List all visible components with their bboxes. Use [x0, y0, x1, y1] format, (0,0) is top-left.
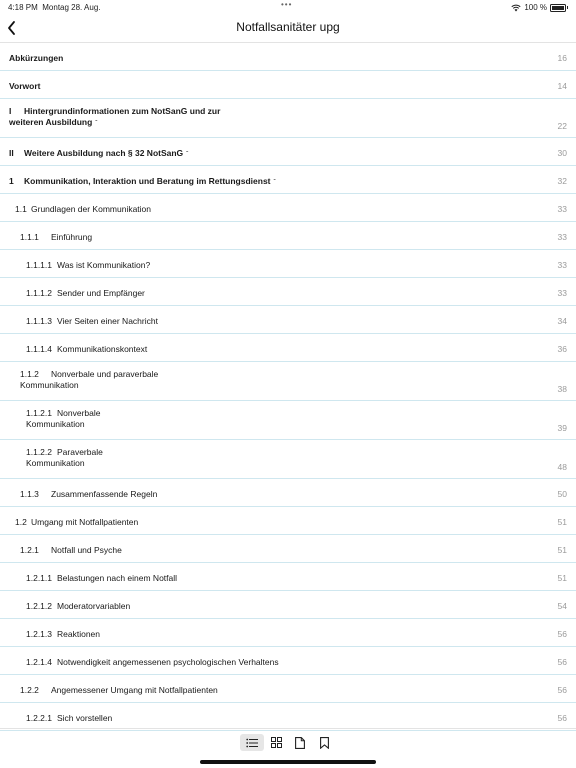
- status-right: [511, 3, 568, 12]
- toc-page-number: 16: [557, 53, 567, 63]
- toc-entry-label: [26, 657, 279, 668]
- toc-entry-number: 1.2.2: [20, 685, 39, 695]
- toc-row[interactable]: [0, 71, 576, 99]
- toc-entry-number: 1.2.1.4: [26, 657, 52, 667]
- toc-entry-label: [9, 53, 63, 64]
- toc-page-number: 54: [557, 601, 567, 611]
- toc-entry-title: Paraverbale Kommunikation: [26, 447, 103, 468]
- toc-row[interactable]: [0, 334, 576, 362]
- bottom-toolbar: [240, 734, 336, 751]
- toc-entry-label: [26, 447, 103, 469]
- toc-entry-label: [26, 408, 100, 430]
- toc-row[interactable]: [0, 619, 576, 647]
- toc-entry-number: II: [9, 148, 14, 158]
- toc-entry-number: 1.2.2.1: [26, 713, 52, 723]
- toc-entry-number: 1.2: [15, 517, 27, 527]
- toc-entry-title: Nonverbale und paraverbale Kommunikation: [20, 369, 159, 390]
- toc-row[interactable]: [0, 278, 576, 306]
- toc-entry-title: Sender und Empfänger: [57, 288, 145, 298]
- status-time-date: [8, 3, 101, 12]
- toc-entry-label: [26, 288, 145, 299]
- toc-page-number: 32: [557, 176, 567, 186]
- toc-entry-number: 1.1.1.4: [26, 344, 52, 354]
- wifi-icon: [511, 4, 521, 12]
- toc-page-number: 51: [557, 545, 567, 555]
- toc-entry-title: Was ist Kommunikation?: [57, 260, 151, 270]
- toc-entry-title: Reaktionen: [57, 629, 101, 639]
- toc-entry-title: Vier Seiten einer Nachricht: [57, 316, 158, 326]
- toc-entry-title: Notfall und Psyche: [51, 545, 122, 555]
- toc-row[interactable]: [0, 166, 576, 194]
- toc-entry-title: Belastungen nach einem Notfall: [57, 573, 178, 583]
- home-indicator: [200, 760, 376, 764]
- chevron-down-icon[interactable]: ˇ: [95, 121, 98, 127]
- toc-entry-title: Grundlagen der Kommunikation: [31, 204, 152, 214]
- toc-entry-number: 1: [9, 176, 14, 186]
- toc-entry-number: 1.1: [15, 204, 27, 214]
- status-time: 4:18 PM: [8, 3, 38, 12]
- toc-row[interactable]: [0, 362, 576, 401]
- toc-entry-title: Nonverbale Kommunikation: [26, 408, 101, 429]
- toc-entry-title: Zusammenfassende Regeln: [51, 489, 158, 499]
- toc-entry-number: 1.1.1: [20, 232, 39, 242]
- grid-icon: [271, 737, 282, 748]
- toc-entry-label: [20, 489, 157, 500]
- toc-entry-title: Weitere Ausbildung nach § 32 NotSanG: [24, 148, 184, 158]
- toc-page-number: 33: [557, 232, 567, 242]
- toc-entry-number: 1.1.1.2: [26, 288, 52, 298]
- toc-page-number: 48: [557, 462, 567, 472]
- toc-entry-label: [26, 713, 112, 724]
- toc-entry-number: 1.1.2: [20, 369, 39, 379]
- toc-row[interactable]: [0, 99, 576, 138]
- multitask-dots-icon[interactable]: •••: [281, 0, 293, 9]
- toc-view-button[interactable]: [240, 734, 264, 751]
- toc-page-number: 36: [557, 344, 567, 354]
- toc-row[interactable]: [0, 401, 576, 440]
- list-icon: [246, 738, 258, 748]
- toc-page-number: 33: [557, 288, 567, 298]
- toc-entry-label: [15, 517, 138, 528]
- toc-entry-label: [26, 629, 100, 640]
- toc-entry-number: 1.2.1.2: [26, 601, 52, 611]
- toc-entry-number: 1.2.1.3: [26, 629, 52, 639]
- toc-entry-label: [26, 316, 158, 327]
- toc-page-number: 50: [557, 489, 567, 499]
- toc-row[interactable]: [0, 507, 576, 535]
- toc-entry-label: [15, 204, 151, 215]
- status-bar: [0, 0, 576, 14]
- toc-page-number: 22: [557, 121, 567, 131]
- toc-entry-title: Sich vorstellen: [57, 713, 113, 723]
- toc-row[interactable]: [0, 479, 576, 507]
- toc-page-number: 56: [557, 713, 567, 723]
- page-title: Notfallsanitäter upg: [236, 20, 340, 34]
- toc-page-number: 56: [557, 685, 567, 695]
- toc-entry-label: [26, 260, 150, 271]
- navigation-bar: [0, 14, 576, 43]
- toc-entry-title: Kommunikation, Interaktion und Beratung im Rettungsdienst: [24, 176, 271, 186]
- toc-entry-title: Moderatorvariablen: [57, 601, 131, 611]
- toc-entry-number: I: [9, 106, 12, 116]
- chevron-down-icon[interactable]: ˇ: [273, 180, 276, 186]
- toc-row[interactable]: [0, 675, 576, 703]
- toc-row[interactable]: [0, 703, 576, 731]
- toc-entry-title: Hintergrundinformationen zum NotSanG und zur weiteren Ausbildung: [9, 106, 221, 127]
- toc-entry-label: [26, 601, 130, 612]
- toc-page-number: 34: [557, 316, 567, 326]
- toc-entry-label: [9, 106, 220, 130]
- toc-entry-number: 1.1.1.1: [26, 260, 52, 270]
- toc-entry-number: 1.1.3: [20, 489, 39, 499]
- toc-row[interactable]: [0, 194, 576, 222]
- toc-entry-label: [20, 232, 92, 243]
- toc-page-number: 51: [557, 517, 567, 527]
- toc-page-number: 56: [557, 629, 567, 639]
- toc-row[interactable]: [0, 440, 576, 479]
- toc-row[interactable]: [0, 647, 576, 675]
- toc-page-number: 56: [557, 657, 567, 667]
- toc-entry-label: [20, 369, 158, 391]
- table-of-contents: [0, 43, 576, 731]
- toc-entry-label: [9, 81, 40, 92]
- toc-page-number: 14: [557, 81, 567, 91]
- page-icon: [295, 737, 305, 749]
- toc-entry-label: [26, 573, 177, 584]
- battery-icon: [550, 4, 566, 12]
- status-date: Montag 28. Aug.: [42, 3, 101, 12]
- toc-row[interactable]: [0, 535, 576, 563]
- toc-row[interactable]: [0, 43, 576, 71]
- toc-entry-title: Einführung: [51, 232, 93, 242]
- toc-entry-title: Kommunikationskontext: [57, 344, 148, 354]
- toc-page-number: 30: [557, 148, 567, 158]
- toc-entry-number: 1.1.2.2: [26, 447, 52, 457]
- toc-entry-label: [26, 344, 147, 355]
- toc-entry-title: Abkürzungen: [9, 53, 64, 63]
- toc-row[interactable]: [0, 222, 576, 250]
- toc-page-number: 33: [557, 204, 567, 214]
- toc-row[interactable]: [0, 250, 576, 278]
- toc-entry-label: [9, 148, 188, 161]
- toc-entry-number: 1.1.1.3: [26, 316, 52, 326]
- toc-page-number: 38: [557, 384, 567, 394]
- toc-row[interactable]: [0, 563, 576, 591]
- toc-entry-number: 1.2.1: [20, 545, 39, 555]
- toc-entry-title: Notwendigkeit angemessenen psychologischen Verhaltens: [57, 657, 279, 667]
- toc-row[interactable]: [0, 306, 576, 334]
- toc-entry-number: 1.1.2.1: [26, 408, 52, 418]
- toc-row[interactable]: [0, 138, 576, 166]
- toc-entry-label: [9, 176, 276, 189]
- toc-page-number: 51: [557, 573, 567, 583]
- toc-entry-title: Umgang mit Notfallpatienten: [31, 517, 139, 527]
- bookmarks-button[interactable]: [312, 734, 336, 751]
- thumbnail-view-button[interactable]: [264, 734, 288, 751]
- toc-entry-number: 1.2.1.1: [26, 573, 52, 583]
- toc-page-number: 33: [557, 260, 567, 270]
- toc-entry-title: Angemessener Umgang mit Notfallpatienten: [51, 685, 218, 695]
- bottom-divider: [0, 728, 576, 729]
- toc-entry-label: [20, 685, 218, 696]
- battery-percent: 100 %: [524, 3, 547, 12]
- toc-page-number: 39: [557, 423, 567, 433]
- toc-entry-label: [20, 545, 122, 556]
- page-view-button[interactable]: [288, 734, 312, 751]
- bookmark-icon: [320, 737, 329, 749]
- toc-row[interactable]: [0, 591, 576, 619]
- toc-entry-title: Vorwort: [9, 81, 41, 91]
- chevron-down-icon[interactable]: ˇ: [186, 152, 189, 158]
